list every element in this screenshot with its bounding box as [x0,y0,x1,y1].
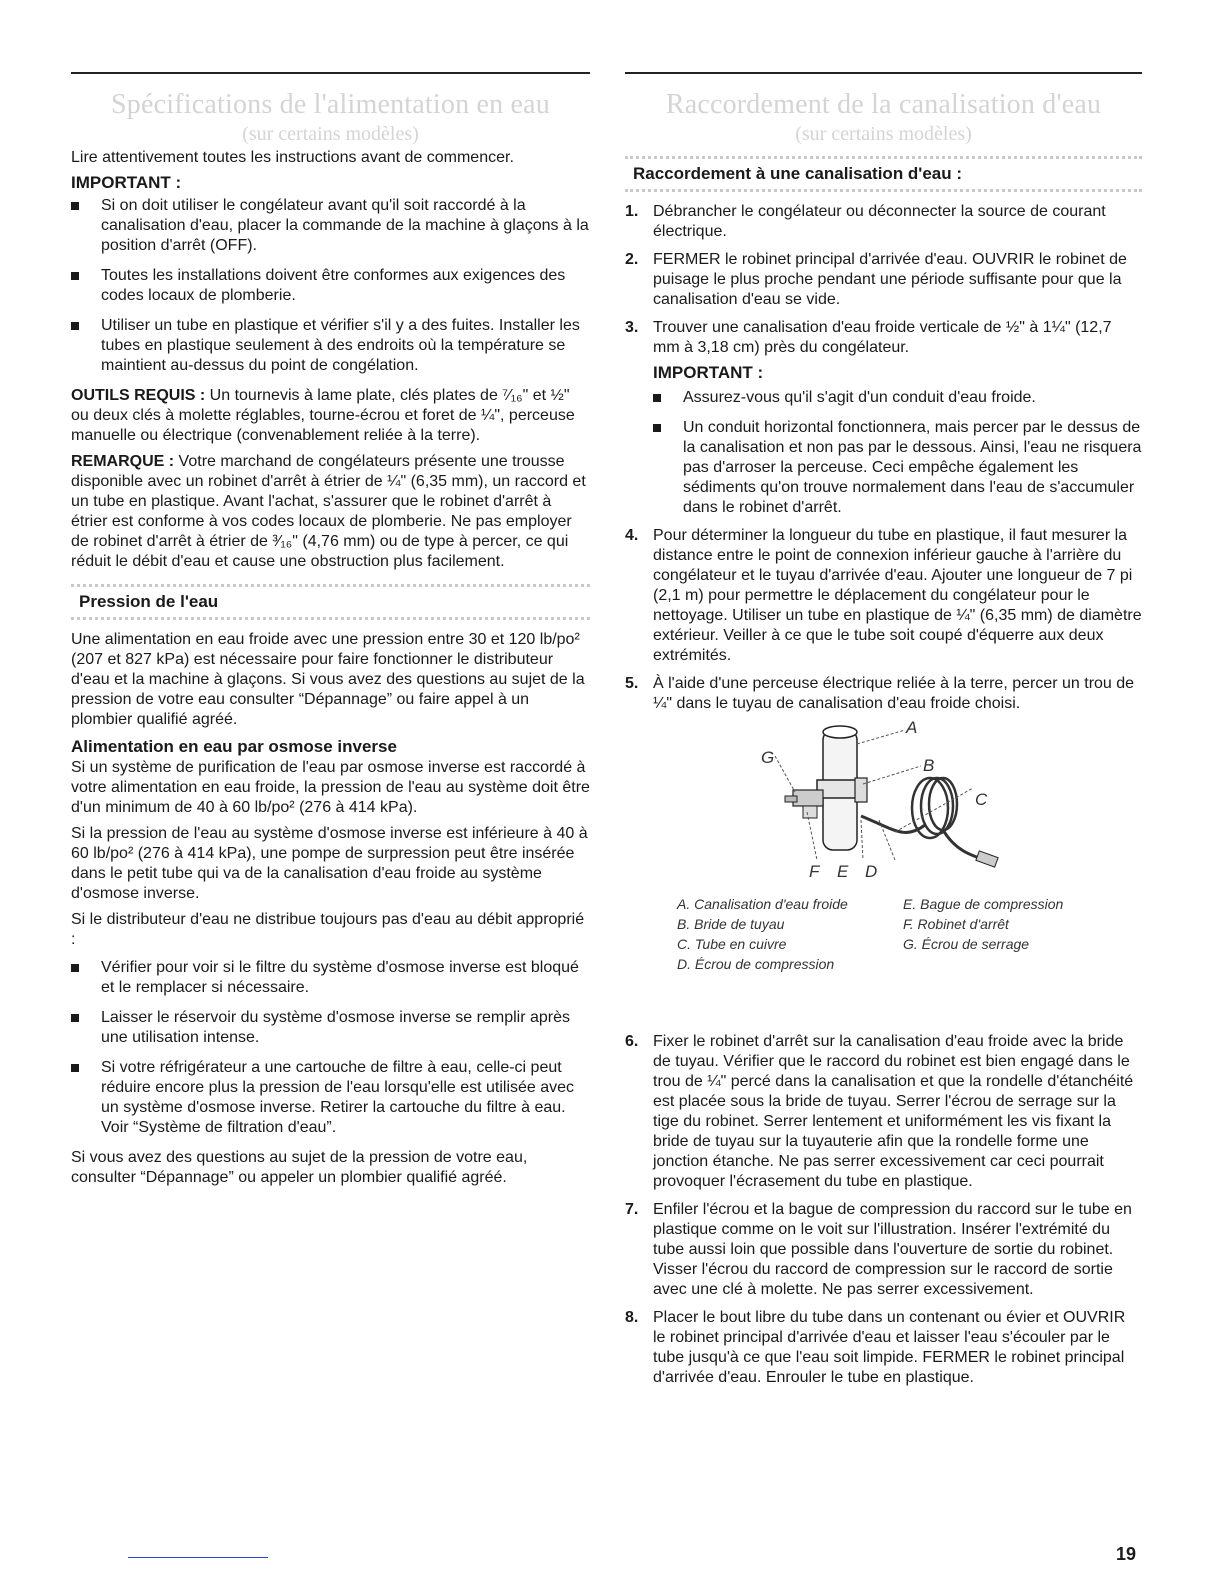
leader-line-a [857,730,905,744]
closing-text: Si vous avez des questions au sujet de la pression de votre eau, consulter “Dépannage” ou appeler un plombier qualifié agréé. [71,1149,528,1186]
step-item [625,1200,1142,1300]
step-number: 6. [625,1033,639,1050]
right-column [625,72,1142,1396]
bullet-square-icon [71,964,79,972]
intro-text: Lire attentivement toutes les instructions avant de commencer. [71,149,514,166]
bullet-text: Vérifier pour voir si le filtre du système d'osmose inverse est bloqué et le remplacer si nécessaire. [101,959,579,996]
step-text: Pour déterminer la longueur du tube en plastique, il faut mesurer la distance entre le point de connexion inférieur gauche à l'arrière du congélateur et le tuyau d'arrivée d'eau. Ajouter une longueur de 7 pi (2,1 m) pour permettre le déplacement du congélateur pour le nettoyage. Utiliser un tube en plastique de ¼" (6,35 mm) de diamètre extérieur. Veiller à ce que le tube soit coupé d'équerre aux deux extrémités. [653,527,1142,664]
note-label: REMARQUE : [71,453,175,470]
ro-paragraph-1: Si un système de purification de l'eau par osmose inverse est raccordé à votre alimentation en eau froide, la pression de l'eau au système doit être d'un minimum de 40 à 60 lb/po² (276 à 414 kPa). [71,759,590,816]
list-item [653,418,1142,518]
bullet-square-icon [71,1014,79,1022]
step-item [625,202,1142,242]
list-item [71,1008,590,1048]
important-heading: IMPORTANT : [71,173,182,192]
note-paragraph [71,452,590,572]
bullet-square-icon [71,272,79,280]
step-text: Enfiler l'écrou et la bague de compression du raccord sur le tube en plastique comme on le voit sur l'illustration. Insérer l'extrémité du tube aussi loin que possible dans l'ouverture de sortie du robinet. Visser l'écrou du raccord de compression sur le raccord de sortie avec une clé à molette. Ne pas serrer excessivement. [653,1201,1132,1298]
bullet-square-icon [653,394,661,402]
step-number: 3. [625,319,639,336]
bullet-text: Un conduit horizontal fonctionnera, mais percer par le dessus de la canalisation et non pas par le dessous. Ainsi, l'eau ne risquera pas d'arroser la perceuse. Ceci empêche également les sédiments qu'on trouve normalement dans l'eau de s'accumuler dans le robinet d'arrêt. [683,419,1142,516]
valve-stem-shape [785,796,797,802]
step-text: Débrancher le congélateur ou déconnecter la source de courant électrique. [653,203,1106,240]
step-number: 7. [625,1201,639,1218]
step-number: 2. [625,251,639,268]
bullet-text: Laisser le réservoir du système d'osmose inverse se remplir après une utilisation intense. [101,1009,571,1046]
list-item [653,388,1142,408]
label-f: F [809,862,820,881]
legend-item: E. Bague de compression [903,896,1064,912]
bullet-square-icon [71,322,79,330]
step3-important-list [653,388,1142,518]
pressure-text: Une alimentation en eau froide avec une pression entre 30 et 120 lb/po² (207 et 827 kPa) est nécessaire pour faire fonctionner le distributeur d'eau et la machine à glaçons. Si vous avez des questions au sujet de la pression de votre eau consulter “Dépannage” ou faire appel à un plombier qualifié agréé. [71,631,585,728]
left-section-subtitle: (sur certains modèles) [242,123,419,145]
pressure-heading: Pression de l'eau [71,584,590,620]
legend-item: C. Tube en cuivre [677,936,787,952]
ro-paragraph-3: Si le distributeur d'eau ne distribue toujours pas d'eau au débit approprié : [71,911,585,948]
tools-text: Un tournevis à lame plate, clés plates de ⁷⁄₁₆" et ½" ou deux clés à molette réglables, tourne-écrou et foret de ¼", perceuse manuelle ou électrique (convenablement reliée à la terre). [71,387,575,444]
label-c: C [975,790,988,809]
bullet-text: Si on doit utiliser le congélateur avant qu'il soit raccordé à la canalisation d'eau, placer la commande de la machine à glaçons à la position d'arrêt (OFF). [101,197,589,254]
leader-line-e [861,820,863,860]
connection-heading: Raccordement à une canalisation d'eau : [625,156,1142,192]
ro-list [71,958,590,1138]
packing-nut-shape [803,806,817,818]
bottom-link-line [128,1557,268,1558]
top-rule-left [71,72,590,74]
step-number: 8. [625,1309,639,1326]
ro-heading: Alimentation en eau par osmose inverse [71,737,397,756]
step-text: FERMER le robinet principal d'arrivée d'eau. OUVRIR le robinet de puisage le plus proche pendant une période suffisante pour que la canalisation d'eau se vide. [653,251,1127,308]
valve-illustration [625,720,1142,910]
leader-line-b [863,766,921,784]
label-b: B [923,756,935,775]
steps-list-a [625,202,1142,1388]
bullet-text: Toutes les installations doivent être conformes aux exigences des codes locaux de plomberie. [101,267,566,304]
page-number: 19 [1116,1544,1137,1564]
tools-paragraph [71,386,590,446]
bullet-text: Si votre réfrigérateur a une cartouche de filtre à eau, celle-ci peut réduire encore plus la pression de l'eau lorsqu'elle est utilisée avec un système d'osmose inverse. Retirer la cartouche du filtre à eau. Voir “Système de filtration d'eau”. [101,1059,575,1136]
list-item [71,1058,590,1138]
tube-fitting-shape [976,851,998,867]
step3-important-heading: IMPORTANT : [653,363,764,382]
figure-legend-left [677,894,848,974]
list-item [71,196,590,256]
left-section-title: Spécifications de l'alimentation en eau [111,89,550,120]
legend-item: G. Écrou de serrage [903,936,1030,952]
step-item [625,1308,1142,1388]
step-text: Trouver une canalisation d'eau froide verticale de ½" à 1¼" (12,7 mm à 3,18 cm) près du congélateur. [653,319,1112,356]
leader-line-g [775,756,795,792]
clamp-screw-shape [855,778,867,802]
label-e: E [837,862,849,881]
pipe-top-shape [823,726,857,738]
legend-item: B. Bride de tuyau [677,916,785,932]
bullet-square-icon [71,202,79,210]
note-text: Votre marchand de congélateurs présente une trousse disponible avec un robinet d'arrêt à étrier de ¼" (6,35 mm), un raccord et un tube en plastique. Avant l'achat, s'assurer que le robinet d'arrêt à étrier est conforme à vos codes locaux de plomberie. Ne pas employer de robinet d'arrêt à étrier de ³⁄₁₆" (4,76 mm) ou de type à percer, ce qui réduit le débit d'eau et cause une obstruction plus facilement. [71,453,586,570]
legend-item: F. Robinet d'arrêt [903,916,1009,932]
figure-legend-right [903,894,1063,954]
list-item [71,316,590,376]
top-rule-right [625,72,1142,74]
tools-label: OUTILS REQUIS : [71,387,206,404]
list-item [71,958,590,998]
step-number: 5. [625,675,639,692]
list-item [71,266,590,306]
right-section-title: Raccordement de la canalisation d'eau [665,89,1102,120]
bullet-square-icon [71,1064,79,1072]
step-item [625,318,1142,518]
label-g: G [761,748,775,767]
legend-item: D. Écrou de compression [677,956,835,972]
step-item [625,1032,1142,1192]
leader-line-f [807,812,817,860]
important-list [71,196,590,376]
bullet-text: Utiliser un tube en plastique et vérifier s'il y a des fuites. Installer les tubes en plastique seulement à des endroits où la température se maintient au-dessus du point de congélation. [101,317,580,374]
label-d: D [865,862,878,881]
step-item [625,526,1142,666]
valve-diagram [625,720,1142,1020]
legend-item: A. Canalisation d'eau froide [677,896,848,912]
step-text: Placer le bout libre du tube dans un contenant ou évier et OUVRIR le robinet principal d'arrivée d'eau et laisser l'eau s'écouler par le tube jusqu'à ce que l'eau soit limpide. FERMER le robinet principal d'arrivée d'eau. Enrouler le tube en plastique. [653,1309,1126,1386]
left-column [71,72,590,1194]
step-text: À l'aide d'une perceuse électrique reliée à la terre, percer un trou de ¼" dans le tuyau de canalisation d'eau froide choisi. [653,675,1135,712]
step-text: Fixer le robinet d'arrêt sur la canalisation d'eau froide avec la bride de tuyau. Vérifier que le raccord du robinet est bien engagé dans le trou de ¼" percé dans la canalisation et que la rondelle d'étanchéité est placée sous la bride de tuyau. Serrer l'écrou de serrage sur la tige du robinet. Serrer lentement et uniformément les vis fixant la bride de tuyau sur la tuyauterie afin que la rondelle forme une jonction étanche. Ne pas serrer excessivement car ceci pourrait provoquer l'écrasement du tube en plastique. [653,1033,1134,1190]
bullet-text: Assurez-vous qu'il s'agit d'un conduit d'eau froide. [683,389,1036,406]
bullet-square-icon [653,424,661,432]
ro-paragraph-2: Si la pression de l'eau au système d'osmose inverse est inférieure à 40 à 60 lb/po² (276 à 414 kPa), une pompe de surpression peut être insérée dans le petit tube qui va de la canalisation d'eau froide au système d'osmose inverse. [71,825,588,902]
step-number: 4. [625,527,639,544]
step-item [625,674,1142,1020]
step-item [625,250,1142,310]
label-a: A [906,718,918,737]
step-number: 1. [625,203,639,220]
right-section-subtitle: (sur certains modèles) [795,123,972,145]
